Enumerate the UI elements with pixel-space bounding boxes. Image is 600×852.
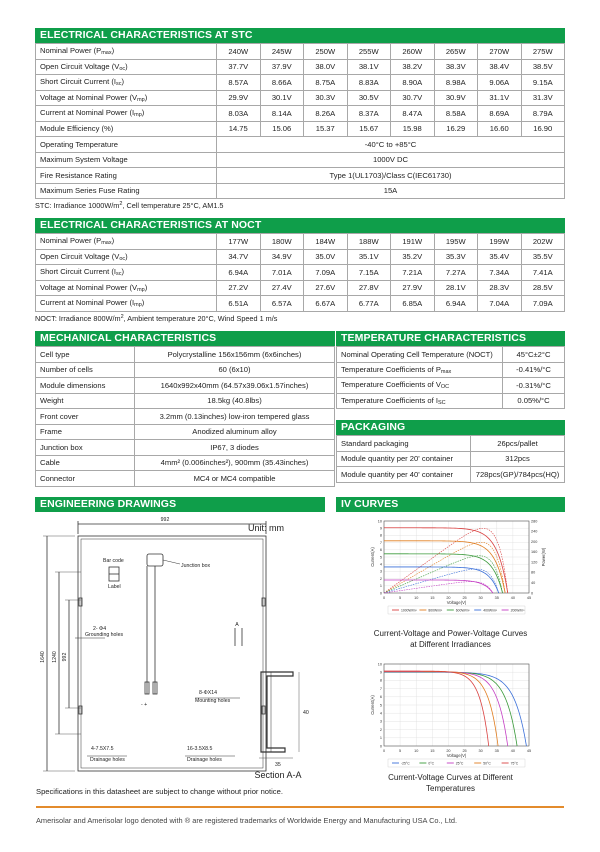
table-cell: 8.98A [434,75,478,91]
table-cell: 6.57A [260,296,304,312]
unit-label: Unit: mm [248,523,284,533]
y-tick-label: 8 [379,533,382,538]
row-label: Junction box [36,440,135,456]
dim-992v: 992 [62,652,68,662]
noct-section [35,218,565,323]
table-cell: 7.09A [521,296,565,312]
row-label: Module Efficiency (%) [36,121,217,137]
table-cell: 7.01A [260,265,304,281]
series-line-iv [384,672,508,746]
table-cell: 38.5V [521,59,565,75]
x-tick-label: 0 [382,749,386,753]
table-cell: 38.4V [478,59,522,75]
legend-label: -25°C [401,761,410,766]
row-label: Temperature Coefficients of $I_{SC}$ [337,393,503,409]
x-tick-label: 40 [510,749,516,753]
table-cell: 15.06 [260,121,304,137]
y-tick-label: 2 [379,576,382,581]
table-cell: -0.41%/°C [503,362,565,378]
mounting-qty: 8-ΦX14 [199,690,217,696]
table-cell: 7.21A [391,265,435,281]
temp-title: TEMPERATURE CHARACTERISTICS [336,331,565,346]
table-row [337,436,565,452]
table-row [36,440,335,456]
table-row [337,393,565,409]
table-cell: MC4 or MC4 compatible [135,471,335,487]
table-cell: 4mm² (0.006inches²), 900mm (35.43inches) [135,455,335,471]
table-cell: 29.9V [217,90,261,106]
y-tick-label: 2 [379,727,382,732]
row-label: Fire Resistance Rating [36,168,217,184]
y-tick-label: 6 [379,695,382,700]
table-cell: 8.37A [347,106,391,122]
drainage-right-qty: 16-3.5X8.5 [187,746,213,752]
table-cell: 8.69A [478,106,522,122]
table-cell: 245W [260,44,304,60]
x-axis-label: Voltage(V) [446,753,467,758]
y-tick-label: 1 [379,736,382,741]
x-tick-label: 40 [510,596,516,600]
series-line-iv [384,672,526,746]
y2-tick-label: 160 [531,550,538,555]
table-row [36,409,335,425]
table-row [36,280,565,296]
row-label: Short Circuit Current $(I_{sc})$ [36,75,217,91]
table-cell: 177W [217,234,261,250]
grounding-label: Grounding holes [85,632,124,638]
footer-divider [36,806,564,808]
x-tick-label: 25 [462,596,467,600]
temp-table [336,346,565,409]
iv-chart-temperature [362,658,552,770]
y-tick-label: 9 [379,526,382,531]
row-label: Operating Temperature [36,137,217,153]
table-cell: 16.60 [478,121,522,137]
table-cell: 31.1V [478,90,522,106]
legend-label: 200W/m² [510,608,525,613]
table-cell: 31.3V [521,90,565,106]
pack-section [336,420,565,483]
row-label: Maximum Series Fuse Rating [36,183,217,199]
table-cell: 37.9V [260,59,304,75]
table-cell: 8.57A [217,75,261,91]
row-label: Voltage at Nominal Power $(V_{mp})$ [36,90,217,106]
noct-table [35,233,565,312]
legend-label: 800W/m² [428,608,443,613]
section-height: 40 [303,710,309,716]
x-tick-label: 15 [430,749,435,753]
table-cell: 7.15A [347,265,391,281]
cable-polarity: - + [141,702,148,708]
y-tick-label: 10 [377,519,382,524]
table-cell: 27.9V [391,280,435,296]
stc-section [35,28,565,210]
table-row [36,106,565,122]
table-cell: 35.0V [304,249,348,265]
table-row [337,451,565,467]
table-row [337,347,565,363]
table-row [36,168,565,184]
table-cell: 6.77A [347,296,391,312]
drainage-left-qty: 4-7.5X7.5 [91,746,114,752]
table-cell: 27.6V [304,280,348,296]
table-row [36,183,565,199]
mounting-label: Mounting holes [195,698,231,704]
table-cell: 35.1V [347,249,391,265]
row-label: Current at Nominal Power $(I_{mp})$ [36,296,217,312]
section-width: 35 [275,762,281,768]
x-tick-label: 30 [478,749,483,753]
table-row [36,455,335,471]
frame-outline [78,536,266,771]
table-row [36,90,565,106]
pack-title: PACKAGING [336,420,565,435]
table-cell: 8.75A [304,75,348,91]
table-cell: 15.98 [391,121,435,137]
row-label: Open Circuit Voltage $(V_{oc})$ [36,59,217,75]
y-tick-label: 7 [379,540,382,545]
junction-box-label: Junction box [181,563,211,569]
y2-tick-label: 0 [531,591,534,596]
table-cell: 255W [347,44,391,60]
table-cell: 275W [521,44,565,60]
table-cell: Anodized aluminum alloy [135,424,335,440]
series-line-pv [384,569,499,593]
x-tick-label: 5 [399,596,402,600]
table-cell: 8.83A [347,75,391,91]
row-label: Nominal Operating Cell Temperature (NOCT) [337,347,503,363]
table-cell: 1000V DC [217,152,565,168]
row-label: Number of cells [36,362,135,378]
table-cell: 180W [260,234,304,250]
y-tick-label: 7 [379,686,382,691]
x-tick-label: 20 [446,749,451,753]
row-label: Cable [36,455,135,471]
y-tick-label: 8 [379,678,382,683]
row-label: Standard packaging [337,436,471,452]
y-tick-label: 3 [379,569,382,574]
table-cell: 30.7V [391,90,435,106]
table-cell: 27.4V [260,280,304,296]
table-cell: 9.15A [521,75,565,91]
table-cell: 30.5V [347,90,391,106]
table-cell: 38.3V [434,59,478,75]
table-cell: 0.05%/°C [503,393,565,409]
legend-label: 600W/m² [455,608,470,613]
row-label: Module quantity per 40' container [337,467,471,483]
table-cell: 6.85A [391,296,435,312]
table-cell: 8.03A [217,106,261,122]
drawings-section [35,497,325,512]
y-tick-label: 10 [377,662,382,667]
series-line-iv [384,671,498,746]
table-cell: 7.27A [434,265,478,281]
series-line-iv [384,672,517,746]
x-tick-label: 20 [446,596,451,600]
table-cell: 312pcs [471,451,565,467]
table-cell: 8.47A [391,106,435,122]
x-tick-label: 15 [430,596,435,600]
row-label: Front cover [36,409,135,425]
table-cell: 240W [217,44,261,60]
table-cell: 265W [434,44,478,60]
x-tick-label: 25 [462,749,467,753]
table-cell: 27.8V [347,280,391,296]
table-cell: 35.3V [434,249,478,265]
table-cell: 35.4V [478,249,522,265]
mech-title: MECHANICAL CHARACTERISTICS [35,331,335,346]
noct-note: NOCT: Irradiance $800W/m^2$, Ambient temperature 20°C, Wind Speed 1 m/s [35,313,278,323]
table-cell: 195W [434,234,478,250]
y2-axis-label: Power(W) [541,547,546,567]
x-tick-label: 30 [478,596,483,600]
y-tick-label: 5 [379,703,382,708]
y-tick-label: 9 [379,670,382,675]
row-label: Frame [36,424,135,440]
y-tick-label: 5 [379,555,382,560]
table-cell: 7.04A [478,296,522,312]
x-tick-label: 10 [414,749,419,753]
table-row [36,347,335,363]
table-row [337,467,565,483]
table-cell: 38.0V [304,59,348,75]
table-cell: Polycrystalline 156x156mm (6x6inches) [135,347,335,363]
table-cell: 8.58A [434,106,478,122]
section-mark-a: A [235,622,239,628]
y-tick-label: 0 [379,591,382,596]
legend-label: 1000W/m² [401,608,417,613]
dim-width: 992 [160,517,170,523]
legend-label: 75°C [510,761,519,766]
y-tick-label: 4 [379,711,382,716]
stc-note: STC: Irradiance $1000W/m^2$, Cell temperature 25°C, AM1.5 [35,201,224,210]
y-axis-label: Current(A) [370,547,375,567]
row-label: Maximum System Voltage [36,152,217,168]
table-cell: 188W [347,234,391,250]
table-row [36,393,335,409]
table-cell: 18.5kg (40.8lbs) [135,393,335,409]
table-cell: 35.5V [521,249,565,265]
table-cell: 34.7V [217,249,261,265]
row-label: Module quantity per 20' container [337,451,471,467]
x-tick-label: 45 [526,749,532,753]
table-row [36,249,565,265]
stc-title: ELECTRICAL CHARACTERISTICS AT STC [35,28,565,43]
row-label: Cell type [36,347,135,363]
table-cell: 1640x992x40mm (64.57x39.06x1.57inches) [135,378,335,394]
y2-tick-label: 40 [531,581,536,586]
table-cell: 30.3V [304,90,348,106]
table-cell: -0.31%/°C [503,378,565,394]
x-tick-label: 0 [382,596,386,600]
row-label: Temperature Coefficients of $P_{max}$ [337,362,503,378]
y-tick-label: 6 [379,548,382,553]
row-label: Nominal Power $(P_{max})$ [36,44,217,60]
series-line-iv [384,671,489,746]
table-cell: 8.14A [260,106,304,122]
table-row [36,234,565,250]
noct-title: ELECTRICAL CHARACTERISTICS AT NOCT [35,218,565,233]
x-tick-label: 35 [494,596,499,600]
mech-section [35,331,335,487]
section-label: Section A-A [254,770,302,780]
x-tick-label: 35 [494,749,499,753]
table-cell: 28.1V [434,280,478,296]
stc-table [35,43,565,199]
row-label: Module dimensions [36,378,135,394]
y2-tick-label: 120 [531,560,538,565]
table-cell: 270W [478,44,522,60]
iv-section [336,497,565,512]
x-axis-label: Voltage(V) [446,600,467,605]
table-cell: 7.09A [304,265,348,281]
table-cell: 38.1V [347,59,391,75]
table-cell: 15.37 [304,121,348,137]
table-cell: 30.9V [434,90,478,106]
iv-title: IV CURVES [336,497,565,512]
table-cell: 202W [521,234,565,250]
table-cell: 35.2V [391,249,435,265]
table-cell: 38.2V [391,59,435,75]
table-cell: 7.41A [521,265,565,281]
spec-note: Specifications in this datasheet are subject to change without prior notice. [36,787,283,796]
table-cell: 26pcs/pallet [471,436,565,452]
row-label: Nominal Power $(P_{max})$ [36,234,217,250]
legend-label: 25°C [455,761,464,766]
table-cell: 30.1V [260,90,304,106]
y-axis-label: Current(A) [370,695,375,715]
table-row [36,137,565,153]
table-cell: 250W [304,44,348,60]
table-cell: 728pcs(GP)/784pcs(HQ) [471,467,565,483]
mech-table [35,346,335,487]
row-label: Connector [36,471,135,487]
drainage-right-label: Drainage holes [187,757,222,763]
table-cell: IP67, 3 diodes [135,440,335,456]
table-cell: 7.34A [478,265,522,281]
x-tick-label: 10 [414,596,419,600]
temp-section [336,331,565,409]
row-label: Open Circuit Voltage $(V_{oc})$ [36,249,217,265]
table-row [36,424,335,440]
row-label: Weight [36,393,135,409]
y-tick-label: 1 [379,584,382,589]
dim-1640: 1640 [40,651,46,663]
label-label: Label [108,584,121,590]
table-cell: 45°C±2°C [503,347,565,363]
table-row [36,296,565,312]
table-cell: 8.66A [260,75,304,91]
table-cell: 8.26A [304,106,348,122]
y2-tick-label: 280 [531,519,538,524]
grounding-qty: 2- Φ4 [93,626,107,632]
y-tick-label: 4 [379,562,382,567]
table-cell: 16.29 [434,121,478,137]
x-tick-label: 45 [526,596,532,600]
trademark-note: Amerisolar and Amerisolar logo denoted with ® are registered trademarks of Worldwide Energy and Manufacturing USA Co., Ltd. [36,816,458,825]
table-row [36,75,565,91]
table-cell: 184W [304,234,348,250]
table-cell: 60 (6x10) [135,362,335,378]
table-cell: 9.06A [478,75,522,91]
table-cell: 16.90 [521,121,565,137]
table-cell: 3.2mm (0.13inches) low-iron tempered glass [135,409,335,425]
iv-caption-1: Current-Voltage and Power-Voltage Curves at Different Irradiances [373,629,528,649]
barcode-label: Bar code [103,558,124,564]
table-cell: 27.2V [217,280,261,296]
x-tick-label: 5 [399,749,402,753]
pack-table [336,435,565,483]
y2-tick-label: 200 [531,539,538,544]
legend-label: 50°C [483,761,491,766]
table-row [36,121,565,137]
table-row [36,265,565,281]
table-row [337,362,565,378]
table-cell: 14.75 [217,121,261,137]
table-row [36,59,565,75]
table-cell: 28.3V [478,280,522,296]
table-cell: -40°C to +85°C [217,137,565,153]
table-cell: 8.90A [391,75,435,91]
y-tick-label: 0 [379,744,382,749]
dim-1240: 1240 [52,651,58,663]
table-cell: 15A [217,183,565,199]
table-cell: 8.79A [521,106,565,122]
row-label: Current at Nominal Power $(I_{mp})$ [36,106,217,122]
series-line-pv [384,556,503,593]
legend-label: 0°C [428,761,435,766]
table-cell: 199W [478,234,522,250]
series-line-pv [384,528,508,593]
y2-tick-label: 240 [531,529,538,534]
row-label: Short Circuit Current $(I_{sc})$ [36,265,217,281]
table-cell: Type 1(UL1703)/Class C(IEC61730) [217,168,565,184]
table-row [36,471,335,487]
table-cell: 15.67 [347,121,391,137]
iv-chart-irradiance [362,515,552,618]
table-cell: 260W [391,44,435,60]
y2-tick-label: 80 [531,570,536,575]
drainage-left-label: Drainage holes [90,757,125,763]
table-cell: 191W [391,234,435,250]
table-cell: 6.94A [434,296,478,312]
table-row [337,378,565,394]
table-cell: 28.5V [521,280,565,296]
table-cell: 6.51A [217,296,261,312]
iv-caption-2: Current-Voltage Curves at Different Temperatures [388,773,513,793]
table-cell: 6.67A [304,296,348,312]
drawings-title: ENGINEERING DRAWINGS [35,497,325,512]
row-label: Voltage at Nominal Power $(V_{mp})$ [36,280,217,296]
table-cell: 37.7V [217,59,261,75]
table-row [36,44,565,60]
table-row [36,378,335,394]
module-drawing [35,512,330,784]
y-tick-label: 3 [379,719,382,724]
legend-label: 400W/m² [483,608,497,613]
table-row [36,152,565,168]
table-cell: 6.94A [217,265,261,281]
row-label: Temperature Coefficients of $V_{OC}$ [337,378,503,394]
table-cell: 34.9V [260,249,304,265]
series-line-iv [384,528,508,593]
table-row [36,362,335,378]
